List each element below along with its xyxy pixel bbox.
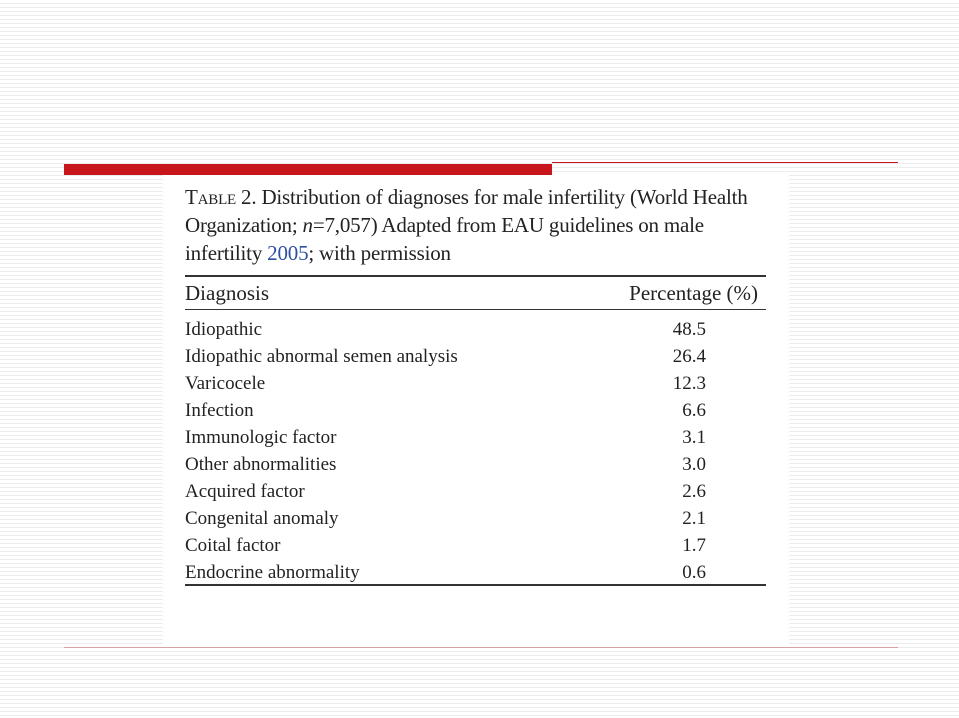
slide-title-accent-bar [64, 164, 552, 175]
caption-text-1: Distribution of diagnoses for male infertility (World Health Organization; [185, 185, 748, 237]
percentage-cell: 2.6 [682, 481, 706, 502]
caption-n-symbol: n [302, 213, 313, 237]
table-header-rule [185, 309, 766, 310]
percentage-cell: 26.4 [672, 346, 706, 367]
caption-text-2: Adapted from EAU guidelines on male infertility [185, 213, 704, 265]
percentage-cell: 3.1 [682, 427, 706, 448]
table-row [185, 397, 766, 424]
percentage-cell: 12.3 [672, 373, 706, 394]
column-header-diagnosis: Diagnosis [185, 281, 269, 305]
caption-n-value: =7,057) [312, 213, 378, 237]
table-bottom-rule [185, 584, 766, 586]
diagnosis-cell: Varicocele [185, 373, 266, 394]
table-row [185, 343, 766, 370]
table-body [185, 316, 766, 586]
slide-footer-rule [64, 647, 898, 648]
table-top-rule [185, 275, 766, 277]
column-header-percentage: Percentage (%) [629, 281, 758, 305]
diagnosis-cell: Idiopathic abnormal semen analysis [185, 346, 458, 367]
diagnosis-cell: Infection [185, 400, 254, 421]
percentage-cell: 2.1 [682, 508, 706, 529]
table-figure [163, 175, 789, 645]
percentage-cell: 3.0 [682, 454, 706, 475]
table-row [185, 451, 766, 478]
table-caption [185, 183, 771, 267]
percentage-cell: 6.6 [682, 400, 706, 421]
table-row [185, 532, 766, 559]
percentage-cell: 0.6 [682, 562, 706, 583]
percentage-cell: 48.5 [672, 319, 706, 340]
diagnosis-cell: Other abnormalities [185, 454, 337, 475]
diagnosis-cell: Endocrine abnormality [185, 562, 360, 583]
table-row [185, 370, 766, 397]
table-header-row [185, 278, 766, 308]
table-label: Table 2. [185, 185, 257, 209]
table-row [185, 505, 766, 532]
caption-year-link[interactable]: 2005 [267, 241, 309, 265]
table-row [185, 559, 766, 586]
diagnosis-cell: Acquired factor [185, 481, 305, 502]
slide-title-rule [552, 162, 898, 163]
diagnosis-cell: Coital factor [185, 535, 281, 556]
caption-text-3: ; with permission [308, 241, 451, 265]
diagnosis-cell: Idiopathic [185, 319, 263, 340]
table-row [185, 478, 766, 505]
table-row [185, 316, 766, 343]
percentage-cell: 1.7 [682, 535, 706, 556]
diagnosis-cell: Immunologic factor [185, 427, 337, 448]
diagnosis-cell: Congenital anomaly [185, 508, 339, 529]
table-row [185, 424, 766, 451]
